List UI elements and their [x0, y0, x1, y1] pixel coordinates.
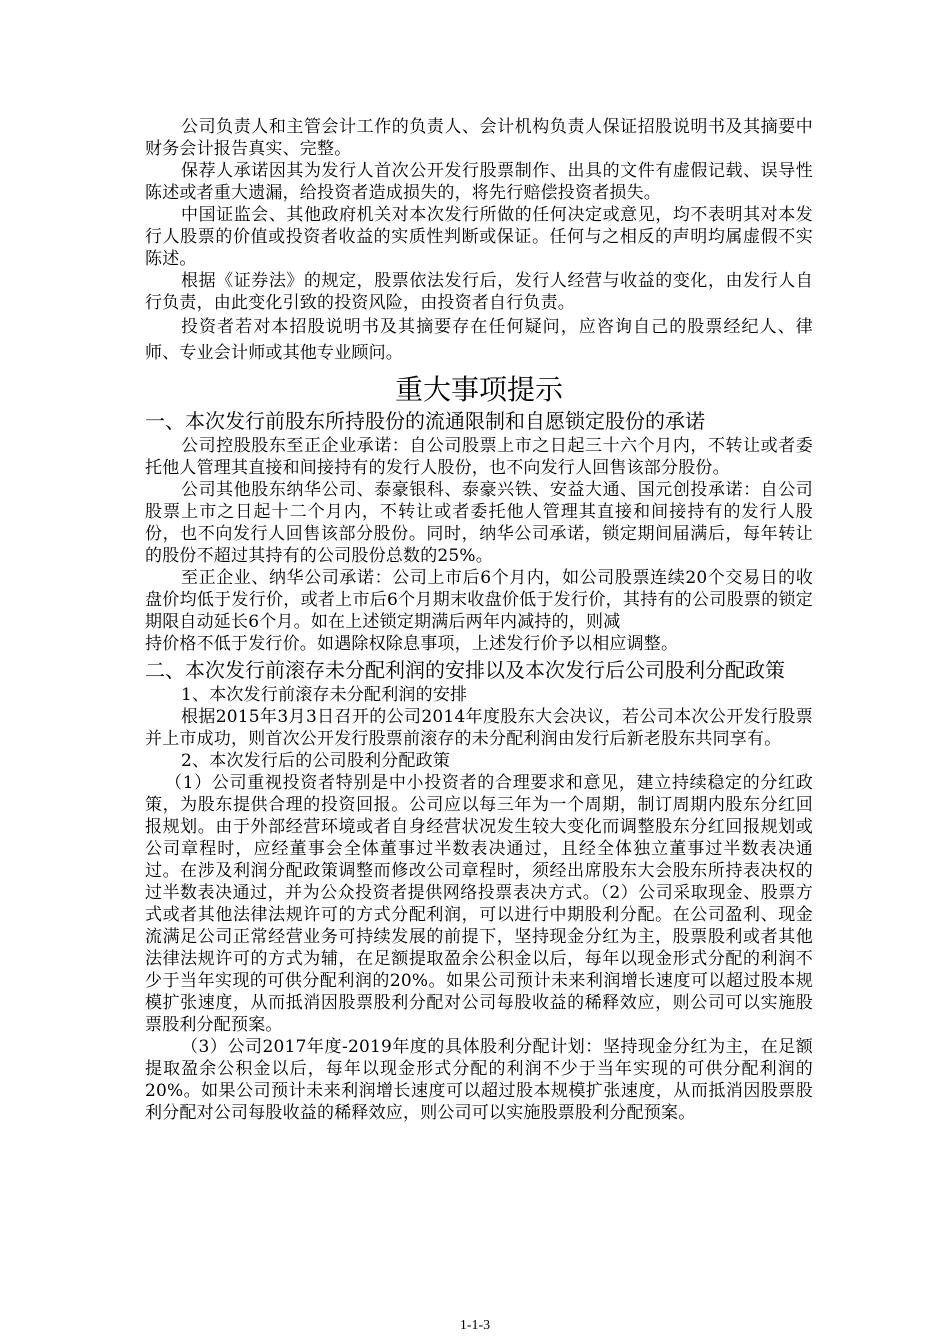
paragraph-controlling-shareholder: 公司控股股东至正企业承诺：自公司股票上市之日起三十六个月内，不转让或者委托他人管理其直接和间接持有的发行人股份，也不向发行人回售该部分股份。 [145, 436, 813, 478]
intro-paragraph-sponsor: 保荐人承诺因其为发行人首次公开发行股票制作、出具的文件有虚假记载、误导性陈述或者重大遗漏，给投资者造成损失的，将先行赔偿投资者损失。 [145, 161, 813, 203]
intro-paragraph-csrc: 中国证监会、其他政府机关对本次发行所做的任何决定或意见，均不表明其对本发行人股票的价值或投资者收益的实质性判断或保证。任何与之相反的声明均属虚假不实陈述。 [145, 205, 813, 269]
paragraph-price-commitment: 至正企业、纳华公司承诺：公司上市后6个月内，如公司股票连续20个交易日的收盘价均低于发行价，或者上市后6个月期末收盘价低于发行价，其持有的公司股票的锁定期限自动延长6个月。如在上述锁定期满后两年内减持的，则减 [145, 568, 813, 632]
paragraph-dividend-policy: （1）公司重视投资者特别是中小投资者的合理要求和意见，建立持续稳定的分红政策，为股东提供合理的投资回报。公司应以每三年为一个周期，制订周期内股东分红回报规划。由于外部经营环境或者自身经营状况发生较大变化而调整股东分红回报规划或公司章程时，应经董事会全体董事过半数表决通过，且经全体独立董事过半数表决通过。在涉及利润分配政策调整而修改公司章程时，须经出席股东大会股东所持表决权的过半数表决通过，并为公众投资者提供网络投票表决方式。（2）公司采取现金、股票方式或者其他法律法规许可的方式分配利润，可以进行中期股利分配。在公司盈利、现金流满足公司正常经营业务可持续发展的前提下，坚持现金分红为主，股票股利或者其他法律法规许可的方式为辅，在足额提取盈余公积金以后，每年以现金形式分配的利润不少于当年实现的可供分配利润的20%。如果公司预计未来利润增长速度可以超过股本规模扩张速度，从而抵消因股票股利分配对公司每股收益的稀释效应，则公司可以实施股票股利分配预案。 [145, 773, 813, 1035]
subsection-title-retained-profit: 1、本次发行前滚存未分配利润的安排 [181, 685, 468, 705]
section-lockup-commitment [145, 408, 813, 655]
section-dividend-policy [145, 657, 813, 1124]
page-number: 1-1-3 [459, 1318, 491, 1333]
paragraph-other-shareholders: 公司其他股东纳华公司、泰豪银科、泰豪兴铁、安益大通、国元创投承诺：自公司股票上市之日起十二个月内，不转让或者委托他人管理其直接和间接持有的发行人股份，也不向发行人回售该部分股份。同时，纳华公司承诺，锁定期间届满后，每年转让的股份不超过其持有的公司股份总数的25%。 [145, 480, 813, 566]
paragraph-price-commitment-cont: 持价格不低于发行价。如遇除权除息事项，上述发行价予以相应调整。 [145, 634, 679, 654]
subsection-title-dividend-policy: 2、本次发行后的公司股利分配政策 [181, 751, 451, 771]
paragraph-dividend-plan: （3）公司2017年度-2019年度的具体股利分配计划：坚持现金分红为主，在足额提取盈余公积金以后，每年以现金形式分配的利润不少于当年实现的可供分配利润的20%。如果公司预计未来利润增长速度可以超过股本规模扩张速度，从而抵消因股票股利分配对公司每股收益的稀释效应，则公司可以实施股票股利分配预案。 [145, 1037, 813, 1123]
section-heading-dividend: 二、本次发行前滚存未分配利润的安排以及本次发行后公司股利分配政策 [145, 658, 785, 682]
intro-paragraph-consult: 投资者若对本招股说明书及其摘要存在任何疑问，应咨询自己的股票经纪人、律师、专业会计师或其他专业顾问。 [145, 317, 813, 363]
intro-paragraph-securities-law: 根据《证券法》的规定，股票依法发行后，发行人经营与收益的变化，由发行人自行负责，由此变化引致的投资风险，由投资者自行负责。 [145, 271, 813, 313]
page-title: 重大事项提示 [394, 373, 563, 406]
intro-section [145, 116, 813, 366]
section-heading-lockup: 一、本次发行前股东所持股份的流通限制和自愿锁定股份的承诺 [145, 409, 705, 433]
paragraph-retained-profit: 根据2015年3月3日召开的公司2014年度股东大会决议，若公司本次公开发行股票并上市成功，则首次公开发行股票前滚存的未分配利润由发行后新老股东共同享有。 [145, 707, 813, 749]
document-page [145, 116, 813, 1124]
intro-paragraph-accounting: 公司负责人和主管会计工作的负责人、会计机构负责人保证招股说明书及其摘要中财务会计报告真实、完整。 [145, 117, 813, 159]
